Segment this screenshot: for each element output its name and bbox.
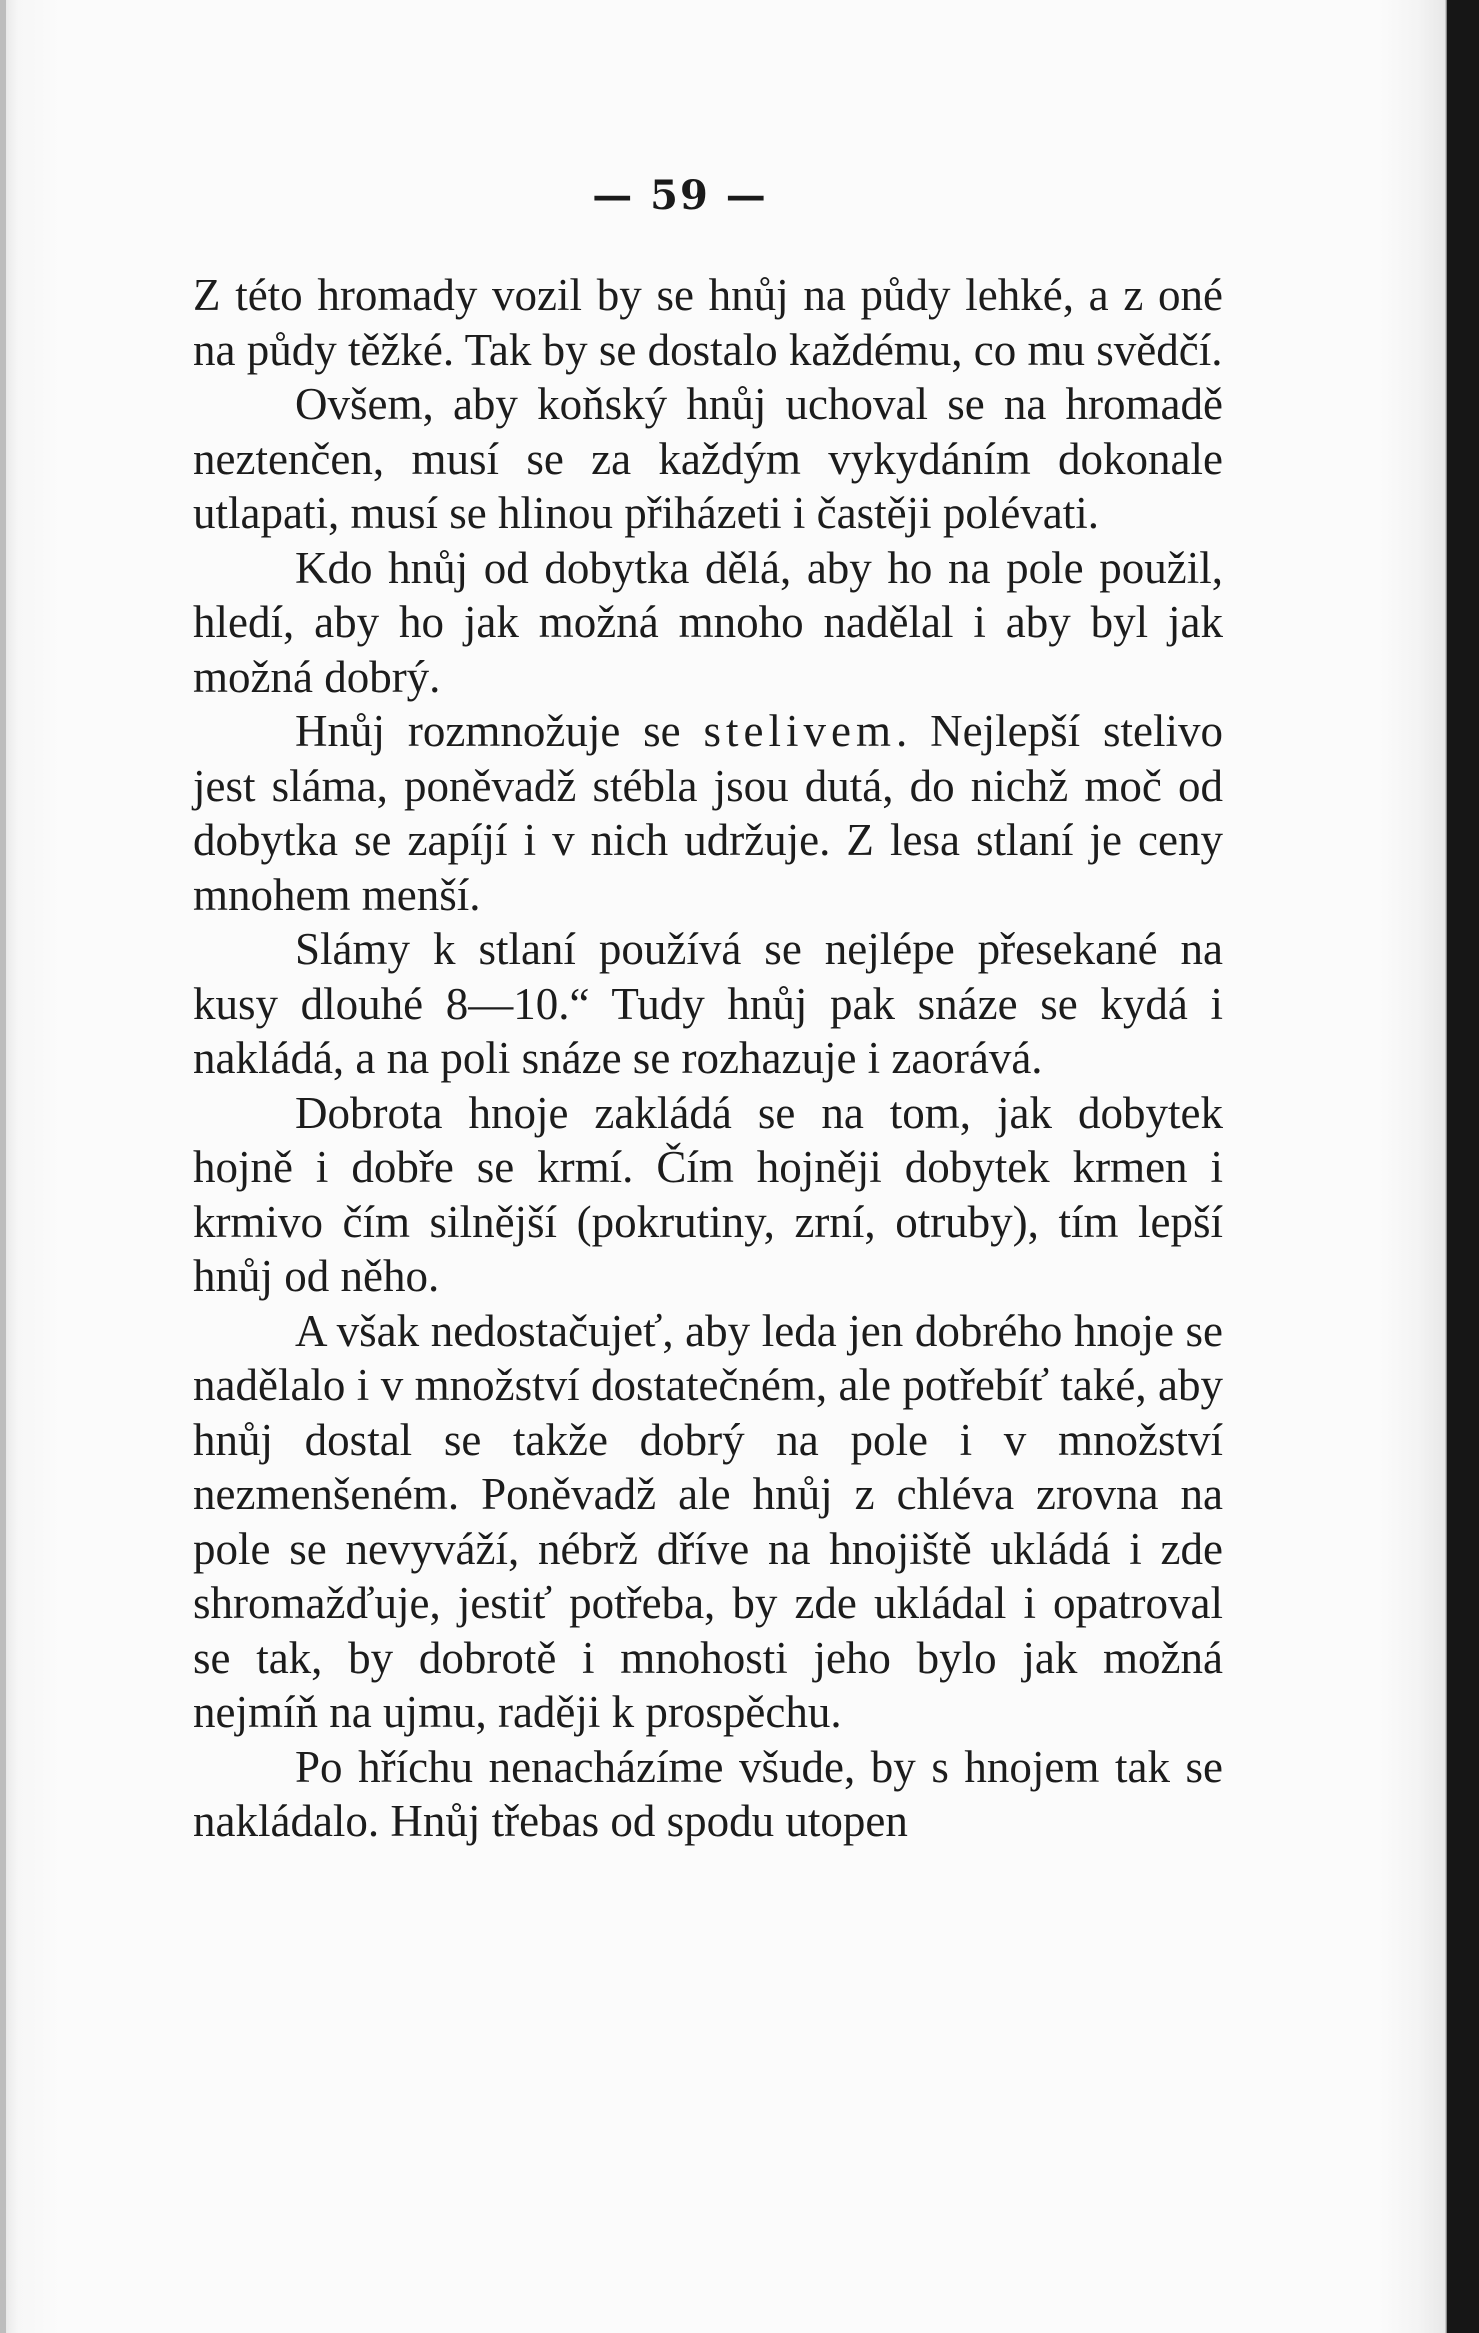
scan-border-right [1447,0,1479,2333]
paragraph: A však nedostačujeť, aby leda jen dobrého hnoje se nadělalo i v množství dostatečném, ale potřebíť také, aby hnůj dostal se takže dobrý na pole i v množství nezmenšeném. Poněvadž ale hnůj z chléva zrovna na pole se nevyváží, nébrž dříve na hnojiště ukládá i zde shromažďuje, jestiť potřeba, by zde ukládal i opatroval se tak, by dobrotě i mnohosti jeho bylo jak možná nejmíň na ujmu, raději k prospěchu. [193,1305,1223,1737]
paragraph: Kdo hnůj od dobytka dělá, aby ho na pole použil, hledí, aby ho jak možná mnoho nadělal i aby byl jak možná dobrý. [193,542,1223,702]
paragraph: Ovšem, aby koňský hnůj uchoval se na hromadě neztenčen, musí se za každým vykydáním dokonale utlapati, musí se hlinou přiházeti i častěji polévati. [193,379,1223,538]
body-text [193,268,1223,1849]
paragraph-text: . Nejlepší stelivo jest sláma, poněvadž stébla jsou dutá, do nichž moč od dobytka se zapíjí i v nich udržuje. Z lesa stlaní je ceny mnohem menší. [193,706,1223,920]
paragraph: Dobrota hnoje zakládá se na tom, jak dobytek hojně i dobře se krmí. Čím hojněji dobytek krmen i krmivo čím silnější (pokrutiny, zrní, otruby), tím lepší hnůj od něho. [193,1087,1223,1301]
paragraph: Slámy k stlaní používá se nejlépe přesekané na kusy dlouhé 8—10.“ Tudy hnůj pak snáze se kydá i nakládá, a na poli snáze se rozhazuje i zaorává. [193,924,1223,1083]
paragraph [193,704,1223,922]
paragraph: Z této hromady vozil by se hnůj na půdy lehké, a z oné na půdy těžké. Tak by se dostalo každému, co mu svědčí. [193,270,1223,375]
page-number: — 59 — [592,172,768,219]
paragraph-text: Hnůj rozmnožuje se [295,706,704,756]
emphasized-term: stelivem [703,706,897,756]
paragraph: Po hříchu nenacházíme všude, by s hnojem tak se nakládalo. Hnůj třebas od spodu utopen [193,1741,1223,1846]
page-left-edge [0,0,6,2333]
